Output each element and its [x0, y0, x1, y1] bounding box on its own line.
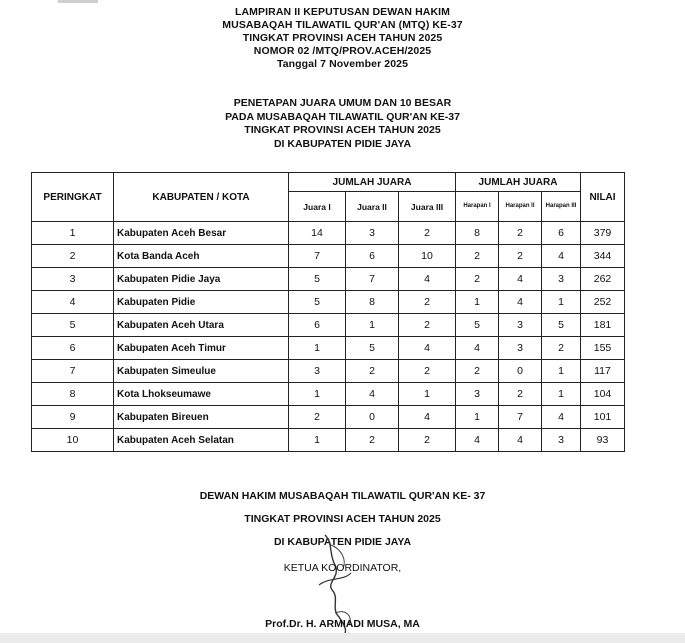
ranking-table — [31, 172, 625, 452]
cell-harapan-1: 8 — [456, 222, 499, 245]
table-row — [32, 429, 625, 452]
cell-juara-3: 4 — [399, 268, 456, 291]
table-row — [32, 314, 625, 337]
cell-kabupaten: Kabupaten Simeulue — [114, 360, 289, 383]
cell-juara-2: 3 — [346, 222, 399, 245]
cell-nilai: 344 — [581, 245, 625, 268]
header-line: LAMPIRAN II KEPUTUSAN DEWAN HAKIM — [234, 6, 451, 18]
cell-harapan-3: 2 — [542, 337, 581, 360]
subtitle-line: TINGKAT PROVINSI ACEH TAHUN 2025 — [244, 124, 441, 136]
cell-harapan-2: 4 — [499, 268, 542, 291]
cell-juara-2: 0 — [346, 406, 399, 429]
cell-harapan-3: 6 — [542, 222, 581, 245]
cell-juara-2: 8 — [346, 291, 399, 314]
cell-harapan-2: 3 — [499, 314, 542, 337]
cell-harapan-1: 2 — [456, 245, 499, 268]
cell-harapan-3: 4 — [542, 406, 581, 429]
cell-nilai: 93 — [581, 429, 625, 452]
cell-rank: 1 — [32, 222, 114, 245]
signer-name: Prof.Dr. H. ARMIADI MUSA, MA — [265, 618, 420, 630]
cell-nilai: 155 — [581, 337, 625, 360]
header-harapan-2: Harapan II — [499, 192, 542, 222]
cell-juara-1: 1 — [289, 383, 346, 406]
header-harapan-1: Harapan I — [456, 192, 499, 222]
cell-harapan-2: 0 — [499, 360, 542, 383]
signer-role: KETUA KOORDINATOR, — [283, 562, 402, 574]
cell-juara-3: 2 — [399, 360, 456, 383]
cell-rank: 8 — [32, 383, 114, 406]
cell-juara-2: 7 — [346, 268, 399, 291]
footer-line: DEWAN HAKIM MUSABAQAH TILAWATIL QUR'AN KE- 37 — [199, 490, 486, 502]
cell-harapan-1: 1 — [456, 406, 499, 429]
cell-rank: 3 — [32, 268, 114, 291]
cell-juara-1: 6 — [289, 314, 346, 337]
table-row — [32, 360, 625, 383]
cell-juara-3: 10 — [399, 245, 456, 268]
cell-harapan-3: 1 — [542, 291, 581, 314]
header-nilai: NILAI — [581, 173, 625, 222]
header-juara-2: Juara II — [346, 192, 399, 222]
cell-harapan-2: 2 — [499, 245, 542, 268]
cell-juara-1: 1 — [289, 337, 346, 360]
cell-harapan-1: 5 — [456, 314, 499, 337]
cell-harapan-3: 1 — [542, 383, 581, 406]
header-jumlah-juara: JUMLAH JUARA — [289, 173, 456, 192]
header-jumlah-harapan: JUMLAH JUARA — [456, 173, 581, 192]
table-row — [32, 245, 625, 268]
table-row — [32, 337, 625, 360]
cell-juara-3: 1 — [399, 383, 456, 406]
table-row — [32, 268, 625, 291]
cell-juara-1: 3 — [289, 360, 346, 383]
cell-harapan-1: 4 — [456, 429, 499, 452]
header-juara-1: Juara I — [289, 192, 346, 222]
header-line: NOMOR 02 /MTQ/PROV.ACEH/2025 — [253, 45, 432, 57]
cell-kabupaten: Kabupaten Aceh Utara — [114, 314, 289, 337]
cell-harapan-1: 1 — [456, 291, 499, 314]
cell-kabupaten: Kabupaten Pidie — [114, 291, 289, 314]
table-row — [32, 406, 625, 429]
document-header — [0, 6, 685, 71]
cell-harapan-1: 2 — [456, 360, 499, 383]
scan-bottom-edge — [0, 633, 685, 643]
cell-kabupaten: Kabupaten Aceh Selatan — [114, 429, 289, 452]
cell-kabupaten: Kota Lhokseumawe — [114, 383, 289, 406]
cell-harapan-2: 2 — [499, 383, 542, 406]
cell-nilai: 104 — [581, 383, 625, 406]
cell-rank: 6 — [32, 337, 114, 360]
ranking-table-body — [32, 222, 625, 452]
header-harapan-3: Harapan III — [542, 192, 581, 222]
cell-juara-2: 2 — [346, 360, 399, 383]
cell-juara-1: 5 — [289, 268, 346, 291]
subtitle-line: DI KABUPATEN PIDIE JAYA — [273, 137, 412, 150]
table-row — [32, 291, 625, 314]
cell-rank: 9 — [32, 406, 114, 429]
cell-juara-3: 2 — [399, 429, 456, 452]
header-line: TINGKAT PROVINSI ACEH TAHUN 2025 — [242, 32, 443, 44]
table-row — [32, 383, 625, 406]
cell-nilai: 181 — [581, 314, 625, 337]
cell-nilai: 262 — [581, 268, 625, 291]
header-juara-3: Juara III — [399, 192, 456, 222]
cell-harapan-3: 5 — [542, 314, 581, 337]
cell-juara-2: 5 — [346, 337, 399, 360]
cell-juara-3: 2 — [399, 291, 456, 314]
cell-harapan-3: 3 — [542, 268, 581, 291]
cell-kabupaten: Kota Banda Aceh — [114, 245, 289, 268]
cell-nilai: 101 — [581, 406, 625, 429]
cell-kabupaten: Kabupaten Aceh Besar — [114, 222, 289, 245]
header-date: Tanggal 7 November 2025 — [276, 58, 409, 70]
table-row — [32, 222, 625, 245]
footer-line: DI KABUPATEN PIDIE JAYA — [273, 536, 412, 548]
cell-harapan-2: 3 — [499, 337, 542, 360]
cell-rank: 4 — [32, 291, 114, 314]
cell-juara-1: 7 — [289, 245, 346, 268]
cell-harapan-3: 4 — [542, 245, 581, 268]
document-subtitle — [0, 97, 685, 151]
cell-juara-3: 2 — [399, 222, 456, 245]
cell-juara-1: 1 — [289, 429, 346, 452]
cell-kabupaten: Kabupaten Aceh Timur — [114, 337, 289, 360]
cell-kabupaten: Kabupaten Pidie Jaya — [114, 268, 289, 291]
cell-juara-2: 2 — [346, 429, 399, 452]
cell-harapan-1: 3 — [456, 383, 499, 406]
cell-juara-3: 4 — [399, 406, 456, 429]
cell-harapan-1: 4 — [456, 337, 499, 360]
cell-rank: 5 — [32, 314, 114, 337]
cell-nilai: 117 — [581, 360, 625, 383]
cell-rank: 2 — [32, 245, 114, 268]
cell-juara-3: 4 — [399, 337, 456, 360]
footer-line: TINGKAT PROVINSI ACEH TAHUN 2025 — [244, 513, 441, 525]
cell-rank: 7 — [32, 360, 114, 383]
cell-juara-1: 14 — [289, 222, 346, 245]
cell-harapan-1: 2 — [456, 268, 499, 291]
cell-nilai: 252 — [581, 291, 625, 314]
cell-nilai: 379 — [581, 222, 625, 245]
subtitle-line: PENETAPAN JUARA UMUM DAN 10 BESAR — [233, 97, 452, 109]
cell-juara-2: 1 — [346, 314, 399, 337]
subtitle-line: PADA MUSABAQAH TILAWATIL QUR'AN KE-37 — [225, 110, 460, 123]
cell-juara-2: 6 — [346, 245, 399, 268]
cell-harapan-3: 3 — [542, 429, 581, 452]
cell-harapan-2: 7 — [499, 406, 542, 429]
header-peringkat: PERINGKAT — [32, 173, 114, 222]
scan-artifact — [58, 0, 98, 3]
cell-harapan-2: 4 — [499, 291, 542, 314]
cell-juara-3: 2 — [399, 314, 456, 337]
cell-rank: 10 — [32, 429, 114, 452]
cell-harapan-2: 4 — [499, 429, 542, 452]
cell-kabupaten: Kabupaten Bireuen — [114, 406, 289, 429]
cell-juara-1: 2 — [289, 406, 346, 429]
cell-juara-2: 4 — [346, 383, 399, 406]
cell-harapan-3: 1 — [542, 360, 581, 383]
cell-juara-1: 5 — [289, 291, 346, 314]
header-line: MUSABAQAH TILAWATIL QUR'AN (MTQ) KE-37 — [222, 19, 463, 31]
cell-harapan-2: 2 — [499, 222, 542, 245]
header-kabupaten: KABUPATEN / KOTA — [114, 173, 289, 222]
